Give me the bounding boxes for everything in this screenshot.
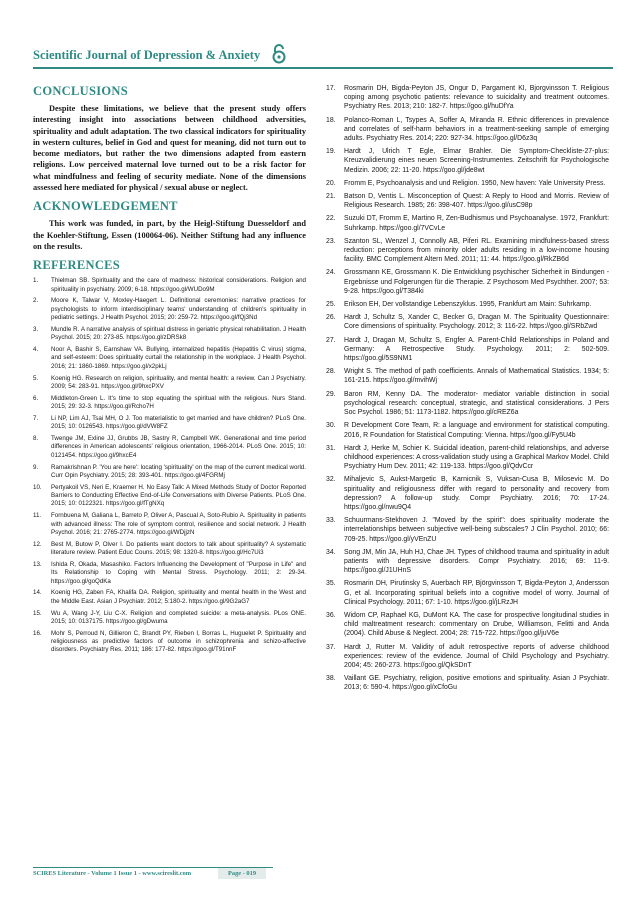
reference-item <box>326 336 609 364</box>
reference-item <box>326 421 609 439</box>
reference-item <box>326 237 609 265</box>
reference-number: 8. <box>33 435 39 443</box>
reference-number: 2. <box>33 297 39 305</box>
reference-number: 37. <box>326 643 336 651</box>
reference-item <box>326 300 609 309</box>
reference-number: 12. <box>33 540 42 548</box>
reference-number: 26. <box>326 314 336 322</box>
footer-citation: SCIRES Literature - Volume 1 Issue 1 - www.scireslit.com <box>33 870 192 877</box>
reference-number: 14. <box>33 589 42 597</box>
reference-text: Moore K, Talwar V, Moxley-Haegert L. Definitional ceremonies: narrative practices for psychologists to inform interdisciplinary teams' understanding of children's spirituality in pediatric settings. J Health Psychol. 2015; 20: 259-72. https://goo.gl/fQj3Nd <box>51 297 306 322</box>
reference-item <box>326 116 609 144</box>
reference-item <box>326 214 609 232</box>
conclusions-heading: CONCLUSIONS <box>33 84 128 98</box>
reference-item <box>33 297 306 322</box>
reference-number: 11. <box>33 512 42 520</box>
reference-number: 30. <box>326 422 336 430</box>
reference-item <box>326 179 609 188</box>
reference-item <box>326 390 609 418</box>
reference-item <box>33 415 306 432</box>
reference-text: Li NP, Lim AJ, Tsai MH, O J. Too materialistic to get married and have children? PLoS One. 2015; 10: 0126543. https://goo.gl/dVW8FZ <box>51 414 306 431</box>
reference-number: 31. <box>326 444 336 452</box>
reference-text: Middleton-Green L. It's time to stop equating the spiritual with the religious. Nurs Stand. 2015; 29: 32-3. https://goo.gl/Rcho7H <box>51 394 306 411</box>
reference-text: Batson D, Ventis L. Misconception of Quest: A Reply to Hood and Morris. Review of Religious Research. 1985; 26: 398-407. https://goo.gl/usC98p <box>344 193 609 210</box>
reference-number: 20. <box>326 179 336 187</box>
reference-number: 36. <box>326 611 336 619</box>
reference-text: Noor A, Bashir S, Earnshaw VA. Bullying, internalized hepatitis (Hepatitis C virus) stigma, and self-esteem: Does spirituality curtail the relationship in the workplace. J Health Psychol. 2016; 21: 1860-1869. https://goo.gl/x2pkLj <box>51 346 306 370</box>
conclusions-text: Despite these limitations, we believe that the present study offers interesting insight into associations between childhood adversities, spirituality and adult adaptation. The two classical indicators for spirituality in western cultures, belief in God and quest for meaning, did not turn out to become mediators, but rather the two dimensions adapted from eastern religions. Low perceived maternal love turned out to be a risk factor for what mindfulness and feeling of security mediate. None of the dimensions assessed here mediated for physical / sexual abuse or neglect. <box>33 104 306 193</box>
reference-number: 19. <box>326 148 336 156</box>
reference-number: 18. <box>326 116 336 124</box>
reference-number: 24. <box>326 269 336 277</box>
reference-number: 17. <box>326 85 336 92</box>
reference-number: 22. <box>326 215 336 223</box>
reference-number: 4. <box>33 346 39 354</box>
reference-text: Polanco-Roman L, Tsypes A, Soffer A, Miranda R. Ethnic differences in prevalence and correlates of self-harm behaviors in a treatment-seeking sample of emerging adults. Psychiatry Res. 2014; 220: 927-34. https://goo.gl/D6z3q <box>344 116 609 143</box>
reference-number: 3. <box>33 325 39 333</box>
reference-item <box>33 277 306 294</box>
reference-item <box>33 512 306 537</box>
reference-text: Szanton SL, Wenzel J, Connolly AB, Piferi RL. Examining mindfulness-based stress reduction: perceptions from minority older adults residing in a low-income housing facility. BMC Complement Altern Med. 2011; 11: 44. https://goo.gl/RkZB6d <box>344 237 609 264</box>
reference-text: Thielman SB. Spirituality and the care of madness: historical considerations. Religion and spirituality in psychiatry. 2009; 6-18. https://goo.gl/WUDo9M <box>51 277 306 293</box>
reference-item <box>326 192 609 210</box>
reference-number: 13. <box>33 561 42 568</box>
reference-number: 5. <box>33 374 39 382</box>
reference-item <box>326 611 609 639</box>
reference-text: Hardt J, Ulrich T Egle, Elmar Brahler. Die Symptom-Checkliste-27-plus: Kreuzvalidierung eines neuen Screening-Instrumentes. Zeitschrift für Psychologische Medizin. 2006; 22: 11-20. https://goo.gl/jde8wt <box>344 148 609 174</box>
reference-number: 6. <box>33 394 39 402</box>
reference-item <box>326 674 609 692</box>
reference-number: 27. <box>326 336 336 344</box>
reference-text: Rosmarin DH, Bigda-Peyton JS, Ongur D, Pargament KI, Bjorgvinsson T. Religious coping among psychotic patients: relevance to suicidality and treatment outcomes. Psychiatry Res. 2013; 210: 182-7. https://goo.gl/huDfYa <box>344 85 609 111</box>
reference-item <box>326 516 609 544</box>
reference-text: Hardt J, Schultz S, Xander C, Becker G, Dragan M. The Spirituality Questionnaire: Core dimensions of spirituality. Psychology. 2012; 3: 116-22. https://goo.gl/SRbZwd <box>344 314 609 331</box>
reference-number: 28. <box>326 368 336 376</box>
reference-list-right <box>326 84 609 693</box>
acknowledgement-heading: ACKNOWLEDGEMENT <box>33 199 178 214</box>
reference-item <box>326 84 609 112</box>
reference-text: Mundle R. A narrative analysis of spiritual distress in geriatric physical rehabilitation. J Health Psychol. 2015; 20: 273-85. https://goo.gl/zDRSk8 <box>51 325 306 342</box>
reference-item <box>33 484 306 509</box>
reference-text: Wu A, Wang J-Y, Liu C-X. Religion and completed suicide: a meta-analysis. PLos ONE. 2015; 10: 0137175. https://goo.gl/gDwuma <box>51 609 306 625</box>
reference-list-left <box>33 277 306 654</box>
reference-item <box>33 435 306 460</box>
reference-number: 29. <box>326 390 336 398</box>
page-number: Page - 019 <box>218 868 266 879</box>
reference-number: 7. <box>33 414 39 422</box>
reference-item <box>326 579 609 607</box>
reference-text: Mihaljevic S, Aukst-Margetic B, Karnicnik S, Vuksan-Cusa B, Milosevic M. Do spirituality and religiousness differ with regard to personality and recovery from depression? A follow-up study. Compr Psychiatry. 2016; 70: 17-24. https://goo.gl/nwu9Q4 <box>344 476 609 511</box>
reference-item <box>326 444 609 472</box>
reference-number: 23. <box>326 237 336 245</box>
reference-text: Ramakrishnan P. 'You are here': locating 'spirituality' on the map of the current medical world. Curr Opin Psychiatry. 2015; 28: 393-401. https://goo.gl/4FGRMj <box>51 463 306 479</box>
page-footer <box>33 870 273 884</box>
reference-item <box>33 346 306 371</box>
reference-text: Fromm E, Psychoanalysis and und Religion. 1950, New haven: Yale University Press. <box>344 179 606 187</box>
reference-text: Twenge JM, Exline JJ, Grubbs JB, Sastry R, Campbell WK. Generational and time period differences in American adolescents' religious orientation, 1966-2014. PLoS One. 2015; 10: 0121454. https://goo.gl/9hxcE4 <box>51 435 306 459</box>
reference-number: 9. <box>33 463 39 471</box>
left-column <box>33 84 306 658</box>
reference-number: 10. <box>33 483 42 491</box>
reference-text: Hardt J, Rutter M. Validity of adult retrospective reports of adverse childhood experiences: review of the evidence. Journal of Child Psychology and Psychiatry. 2004; 45: 260-273. https://goo.gl/QkSDnT <box>344 643 609 669</box>
reference-item <box>33 630 306 655</box>
reference-text: Wright S. The method of path coefficients. Annals of Mathematical Statistics. 1934; 5: 161-215. https://goo.gl/mvihWj <box>344 368 609 385</box>
reference-text: Schuurmans-Stekhoven J. "Moved by the spirit": does spirituality moderate the interrelationships between subjective well-being subscales? J Clin Psychol. 2010; 66: 709-25. https://goo.gl/yVEnZU <box>344 517 609 543</box>
reference-item <box>33 561 306 586</box>
reference-item <box>33 464 306 481</box>
acknowledgement-text: This work was funded, in part, by the Heigl-Stiftung Duesseldorf and the Koehler-Stiftung, Essen (100064-06). Neither Stiftung had any influence on the results. <box>33 219 306 251</box>
reference-item <box>326 643 609 671</box>
reference-text: R Development Core Team, R: a language and environment for statistical computing. 2016, R Foundation for Statistical Computing: Vienna. https://goo.gl/Fy5U4b <box>344 422 609 439</box>
reference-text: Baron RM, Kenny DA. The moderator- mediator variable distinction in social psychological research: conceptual, strategic, and statistical considerations. J Pers Soc Psychol. 1986; 51: 1173-1182. https://goo.gl/cREZ6a <box>344 390 609 417</box>
reference-text: Koenig HG. Research on religion, spirituality, and mental health: a review. Can J Psychiatry. 2009; 54: 283-91. https://goo.gl/9hxcPXV <box>51 374 306 390</box>
reference-number: 16. <box>33 629 42 637</box>
reference-number: 38. <box>326 675 336 683</box>
reference-item <box>326 548 609 576</box>
right-column <box>326 84 609 697</box>
reference-item <box>33 589 306 606</box>
reference-text: Koenig HG, Zaben FA, Khalifa DA. Religion, spirituality and mental health in the West and the Middle East. Asian J Psychiatr. 2012; 5:180-2. https://goo.gl/9G2aG7 <box>51 589 306 605</box>
page-header <box>33 40 613 70</box>
reference-number: 15. <box>33 609 42 617</box>
references-heading: REFERENCES <box>33 258 121 273</box>
reference-item <box>326 475 609 512</box>
open-access-icon <box>271 44 287 64</box>
reference-text: Ishida R, Okada, Masashiko. Factors Influencing the Development of "Purpose in Life" and Its Relationship to Coping with Mental Stress. Psychology. 2011; 2: 29-34. https://goo.gl/goQdKa <box>51 561 306 585</box>
reference-text: Suzuki DT, Fromm E, Martino R, Zen-Budhismus und Psychoanalyse. 1972, Frankfurt: Suhrkamp. https://goo.gl/7VCvLe <box>344 215 609 232</box>
reference-text: Vaillant GE. Psychiatry, religion, positive emotions and spirituality. Asian J Psychiatr. 2013; 6: 590-4. https://goo.gl/xCfoGu <box>344 675 609 692</box>
reference-item <box>33 541 306 558</box>
reference-item <box>326 268 609 296</box>
reference-item <box>33 610 306 627</box>
reference-text: Pertyakoil VS, Neri E, Kraemer H. No Easy Talk: A Mixed Methods Study of Doctor Reported Barriers to Conducting Effective End-of-Life Conversations with Diverse Patients. PLoS One. 2015; 10: 0122321. https://goo.gl/fTgNXq <box>51 483 306 508</box>
reference-number: 21. <box>326 193 336 201</box>
reference-text: Hardt J, Dragan M, Schultz S, Engfer A. Parent-Child Relationships in Poland and Germany: A Retrospective Study. Psychology. 2011; 2: 502-509. https://goo.gl/5S9NM1 <box>344 336 609 363</box>
reference-text: Song JM, Min JA, Huh HJ, Chae JH. Types of childhood trauma and spirituality in adult patients with depressive disorders. Compr Psychiatry. 2016; 69: 11-9. https://goo.gl/J1UHnS <box>344 548 609 575</box>
reference-number: 34. <box>326 548 336 556</box>
reference-text: Hardt J, Herke M, Schier K. Suicidal ideation, parent-child relationships, and adverse childhood experiences: A cross-validation study using a Graphical Markov Model. Child Psychiatry Hum Dev. 2011; 42: 119-133. https://goo.gl/QdvCcr <box>344 444 609 471</box>
reference-item <box>326 313 609 331</box>
reference-number: 25. <box>326 301 336 309</box>
reference-item <box>33 326 306 343</box>
reference-number: 1. <box>33 277 39 285</box>
reference-item <box>33 395 306 412</box>
reference-text: Widom CP, Raphael KG, DuMont KA. The case for prospective longitudinal studies in child maltreatment research: commentary on Drube, Williamson, Felitti and Anda (2004). Child Abuse & Neglect. 2004; 28: 715-722. https://goo.gl/juV6e <box>344 611 609 638</box>
reference-number: 32. <box>326 476 336 484</box>
reference-text: Rosmarin DH, Pirutinsky S, Auerbach RP, Björgvinsson T, Bigda-Peyton J, Andersson G, et al. Incorporating spiritual beliefs into a cognitive model of worry. Journal of Clinical Psychology. 2011; 67: 1-10. https://goo.gl/jLRzJH <box>344 580 609 606</box>
reference-item <box>326 367 609 385</box>
reference-number: 33. <box>326 517 336 525</box>
reference-text: Mohr S, Perroud N, Gillieron C, Brandt PY, Rieben I, Borras L, Huguelet P. Spirituality and religiousness as predictive factors of outcome in schizophrenia and schizo-affective disorders. Psychiatry Res. 2011; 186: 177-82. https://goo.gl/T91nnF <box>51 629 306 654</box>
reference-text: Erikson EH, Der vollstandige Lebenszyklus. 1995, Frankfurt am Main: Suhrkamp. <box>344 301 592 309</box>
journal-title: Scientific Journal of Depression & Anxiety <box>33 48 261 62</box>
reference-item <box>326 147 609 175</box>
reference-text: Fornbuena M, Galiana L, Barreto P, Oliver A, Pascual A, Soto-Rubio A. Spirituality in patients with advanced illness: The role of symptom control, resilience and social network. J Health Psychol. 2016; 21: 2765-2774. https://goo.gl/WDjjzN <box>51 512 306 536</box>
reference-text: Best M, Butow P, Olver I. Do patients want doctors to talk about spirituality? A systematic literature review. Patient Educ Couns. 2015; 98: 1320-8. https://goo.gl/Hc7Ui3 <box>51 540 306 557</box>
reference-item <box>33 375 306 392</box>
reference-text: Grossmann KE, Grossmann K. Die Entwicklung psychischer Sicherheit in Bindungen - Ergebnisse und Folgerungen für die Therapie. Z Psychosom Med Psychther. 2007; 53: 9-28. https://goo.gl/T384ki <box>344 269 609 295</box>
header-divider <box>33 67 613 69</box>
reference-number: 35. <box>326 580 336 588</box>
